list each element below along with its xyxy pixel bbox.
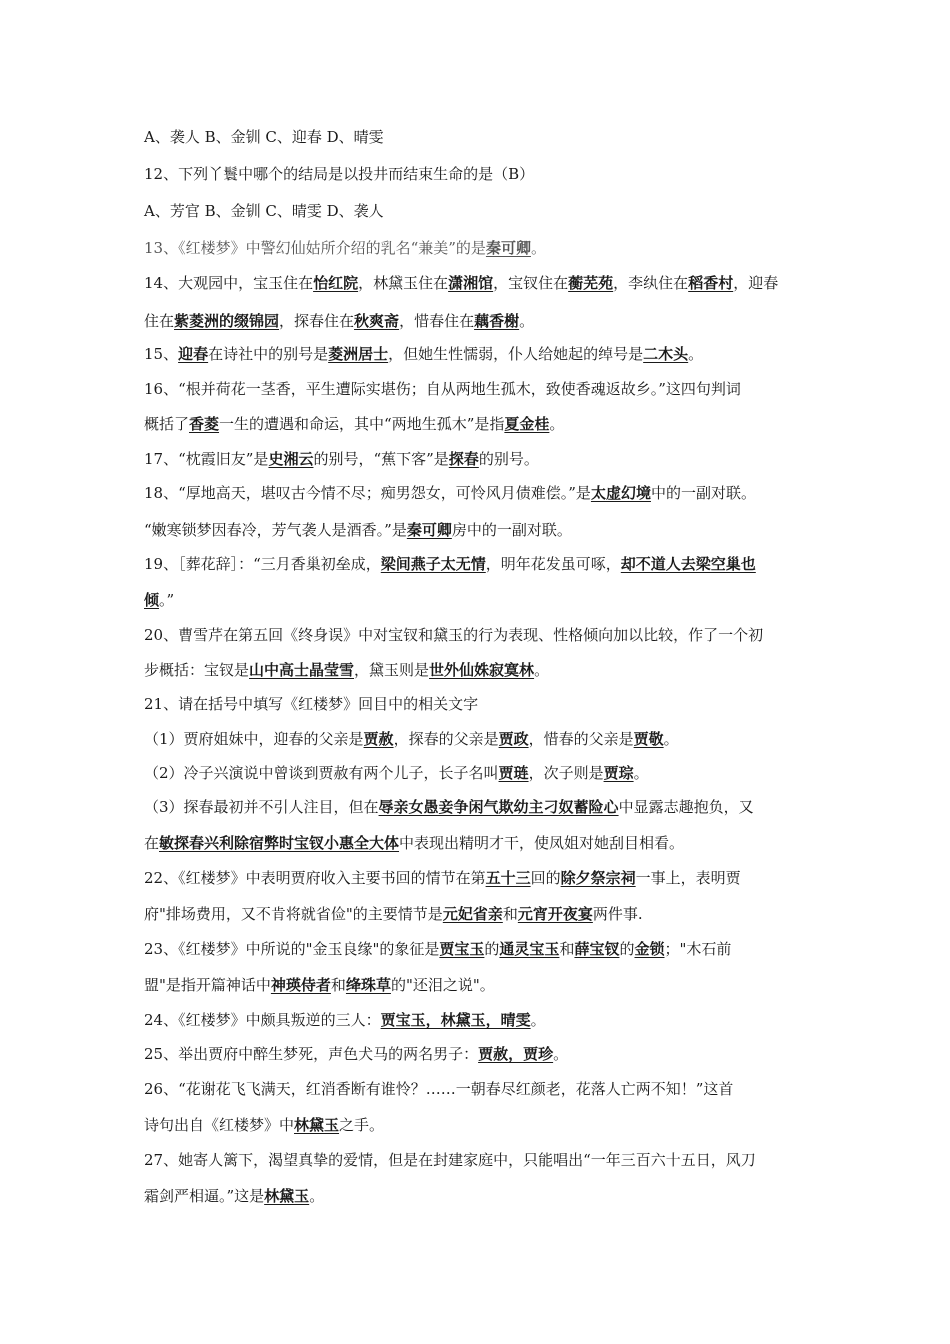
answer: 却不道人去梁空巢也 <box>620 555 756 573</box>
answer: 蘅芜苑 <box>568 274 614 292</box>
answer: 稻香村 <box>688 274 734 292</box>
text-line: 步概括：宝钗是山中高士晶莹雪，黛玉则是世外仙姝寂寞林。 <box>144 661 550 679</box>
answer: 藕香榭 <box>474 312 520 330</box>
answer: 香菱 <box>189 415 220 433</box>
answer: 贾敬 <box>633 730 664 748</box>
answer: 通灵宝玉 <box>499 940 560 958</box>
answer: 史湘云 <box>268 450 314 468</box>
answer: 神瑛侍者 <box>270 976 331 994</box>
text-line: 17、“枕霞旧友”是史湘云的别号，“蕉下客”是探春的别号。 <box>144 450 539 468</box>
answer: 贾赦 <box>363 730 394 748</box>
answer: 五十三 <box>485 869 531 887</box>
answer: 元妃省亲 <box>442 905 503 923</box>
text-line: 16、“根并荷花一茎香，平生遭际实堪伤；自从两地生孤木，致使香魂返故乡。”这四句判词 <box>144 380 741 398</box>
text-line: 22、《红楼梦》中表明贾府收入主要书回的情节在第五十三回的除夕祭宗祠一事上，表明贾 <box>144 869 741 887</box>
answer: 山中高士晶莹雪 <box>249 661 355 679</box>
text-line: 12、下列丫鬟中哪个的结局是以投井而结束生命的是（B） <box>144 165 535 183</box>
text-line: 盟"是指开篇神话中神瑛侍者和绛珠草的"还泪之说"。 <box>144 976 495 994</box>
answer: 贾宝玉，林黛玉，晴雯 <box>380 1011 531 1029</box>
answer: 迎春 <box>178 345 209 363</box>
text-line: A、袭人 B、金钏 C、迎春 D、晴雯 <box>144 128 384 146</box>
answer: 元宵开夜宴 <box>517 905 593 923</box>
text-line: 26、“花谢花飞飞满天，红消香断有谁怜？……一朝春尽红颜老，花落人亡两不知！”这首 <box>144 1080 734 1098</box>
text-line: 23、《红楼梦》中所说的"金玉良缘"的象征是贾宝玉的通灵宝玉和薛宝钗的金锁；"木石前 <box>144 940 732 958</box>
text-line: 24、《红楼梦》中颇具叛逆的三人：贾宝玉，林黛玉，晴雯。 <box>144 1011 546 1029</box>
answer: 金锁 <box>634 940 665 958</box>
text-line: 诗句出自《红楼梦》中林黛玉之手。 <box>144 1116 385 1134</box>
answer: 林黛玉 <box>294 1116 340 1134</box>
text-line: （3）探春最初并不引人注目，但在辱亲女愚妾争闲气欺幼主刁奴蓄险心中显露志趣抱负，又 <box>144 798 754 816</box>
answer: 世外仙姝寂寞林 <box>429 661 535 679</box>
answer: 怡红院 <box>313 274 359 292</box>
answer: 梁间燕子太无情 <box>380 555 486 573</box>
text-line: 13、《红楼梦》中警幻仙姑所介绍的乳名“兼美”的是秦可卿。 <box>144 239 546 257</box>
text-line: 霜剑严相逼。”这是林黛玉。 <box>144 1187 325 1205</box>
answer: 倾 <box>144 591 160 609</box>
text-line: 概括了香菱一生的遭遇和命运，其中“两地生孤木”是指夏金桂。 <box>144 415 565 433</box>
text-line: 21、请在括号中填写《红楼梦》回目中的相关文字 <box>144 695 479 713</box>
text-line: 27、她寄人篱下，渴望真挚的爱情，但是在封建家庭中，只能唱出“一年三百六十五日，风刀 <box>144 1151 756 1169</box>
answer: 太虚幻境 <box>590 484 651 502</box>
answer: 敏探春兴利除宿弊时宝钗小惠全大体 <box>159 834 400 852</box>
text-line: 19、［葬花辞］：“三月香巢初垒成，梁间燕子太无情，明年花发虽可啄，却不道人去梁空巢也 <box>144 555 756 573</box>
text-line: 18、“厚地高天，堪叹古今情不尽；痴男怨女，可怜风月债难偿。”是太虚幻境中的一副对联。 <box>144 484 756 502</box>
answer: 贾赦，贾珍 <box>478 1045 554 1063</box>
answer: 秋爽斋 <box>354 312 400 330</box>
answer: 林黛玉 <box>264 1187 310 1205</box>
text-line: 府"排场费用，又不肯将就省俭"的主要情节是元妃省亲和元宵开夜宴两件事. <box>144 905 643 923</box>
text-line: 20、曹雪芹在第五回《终身误》中对宝钗和黛玉的行为表现、性格倾向加以比较，作了一个初 <box>144 626 764 644</box>
text-line: A、芳官 B、金钏 C、晴雯 D、袭人 <box>144 202 384 220</box>
answer: 绛珠草 <box>345 976 391 994</box>
answer: 辱亲女愚妾争闲气欺幼主刁奴蓄险心 <box>378 798 619 816</box>
text-line: （2）冷子兴演说中曾谈到贾赦有两个儿子，长子名叫贾琏，次子则是贾琮。 <box>144 764 649 782</box>
text-line: 14、大观园中，宝玉住在怡红院，林黛玉住在潇湘馆，宝钗住在蘅芜苑，李纨住在稻香村，迎春 <box>144 274 779 292</box>
answer: 潇湘馆 <box>448 274 494 292</box>
text-line: 15、迎春在诗社中的别号是菱洲居士，但她生性懦弱，仆人给她起的绰号是二木头。 <box>144 345 704 363</box>
answer: 贾宝玉 <box>439 940 485 958</box>
answer: 贾琮 <box>603 764 634 782</box>
text-line: 住在紫菱洲的缀锦园，探春住在秋爽斋，惜春住在藕香榭。 <box>144 312 535 330</box>
answer: 秦可卿 <box>406 521 452 539</box>
answer: 夏金桂 <box>504 415 550 433</box>
answer: 薛宝钗 <box>574 940 620 958</box>
answer: 菱洲居士 <box>328 345 389 363</box>
answer: 贾琏 <box>498 764 529 782</box>
text-line: “嫩寒锁梦因春冷，芳气袭人是酒香。”是秦可卿房中的一副对联。 <box>144 521 572 539</box>
answer: 除夕祭宗祠 <box>560 869 636 887</box>
answer: 探春 <box>448 450 479 468</box>
text-line: 在敏探春兴利除宿弊时宝钗小惠全大体中表现出精明才干，使凤姐对她刮目相看。 <box>144 834 685 852</box>
answer: 二木头 <box>643 345 689 363</box>
answer: 贾政 <box>498 730 529 748</box>
answer: 紫菱洲的缀锦园 <box>174 312 280 330</box>
answer: 秦可卿 <box>485 239 531 257</box>
text-line: （1）贾府姐妹中，迎春的父亲是贾赦，探春的父亲是贾政，惜春的父亲是贾敬。 <box>144 730 679 748</box>
text-line: 倾。” <box>144 591 175 609</box>
text-line: 25、举出贾府中醉生梦死，声色犬马的两名男子：贾赦，贾珍。 <box>144 1045 569 1063</box>
